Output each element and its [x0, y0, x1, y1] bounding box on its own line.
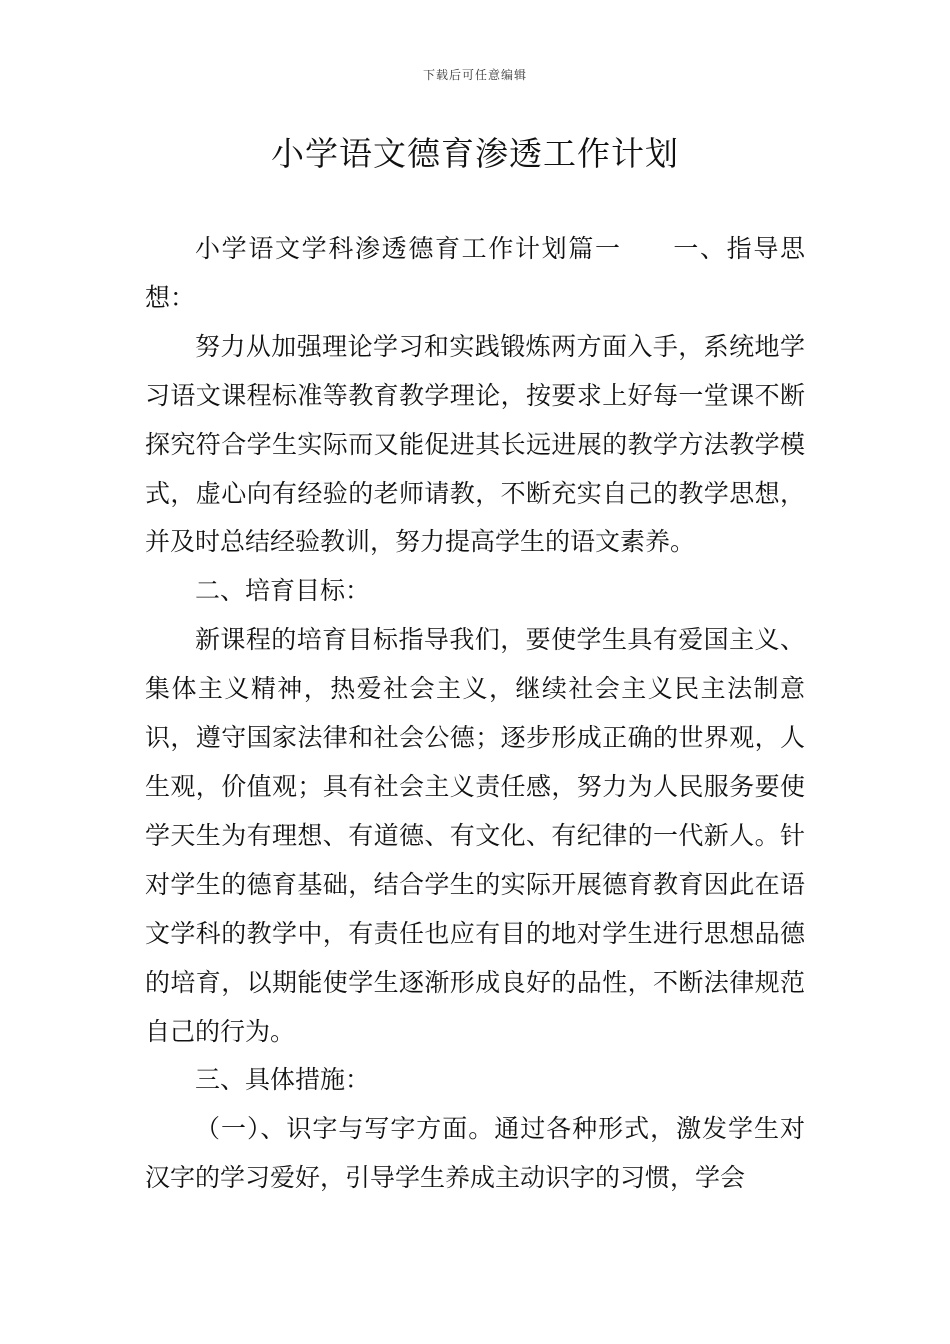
paragraph-2: 新课程的培育目标指导我们，要使学生具有爱国主义、集体主义精神，热爱社会主义，继续社会主义民主法制意识，遵守国家法律和社会公德；逐步形成正确的世界观，人生观，价值观；具有社会主义责任感，努力为人民服务要使学天生为有理想、有道德、有文化、有纪律的一代新人。针对学生的德育基础，结合学生的实际开展德育教育因此在语文学科的教学中，有责任也应有目的地对学生进行思想品德的培育，以期能使学生逐渐形成良好的品性，不断法律规范自己的行为。: [145, 625, 805, 1046]
document-title: 小学语文德育渗透工作计划: [271, 134, 679, 173]
intro-paragraph: [145, 225, 805, 323]
document-body: [145, 225, 805, 1203]
header-note: 下载后可任意编辑: [422, 68, 527, 82]
section-heading-1: 一、指导思想：: [145, 234, 805, 312]
section-heading-3: 三、具体措施：: [195, 1065, 371, 1095]
section-heading-2: 二、培育目标：: [195, 576, 371, 606]
paragraph-3: （一）、识字与写字方面。通过各种形式，激发学生对汉字的学习爱好，引导学生养成主动识字的习惯，学会: [145, 1114, 805, 1193]
intro-heading: 小学语文学科渗透德育工作计划篇一: [195, 234, 622, 263]
paragraph-1: 努力从加强理论学习和实践锻炼两方面入手，系统地学习语文课程标准等教育教学理论，按要求上好每一堂课不断探究符合学生实际而又能促进其长远进展的教学方法教学模式，虚心向有经验的老师请教，不断充实自己的教学思想，并及时总结经验教训，努力提高学生的语文素养。: [145, 331, 805, 557]
